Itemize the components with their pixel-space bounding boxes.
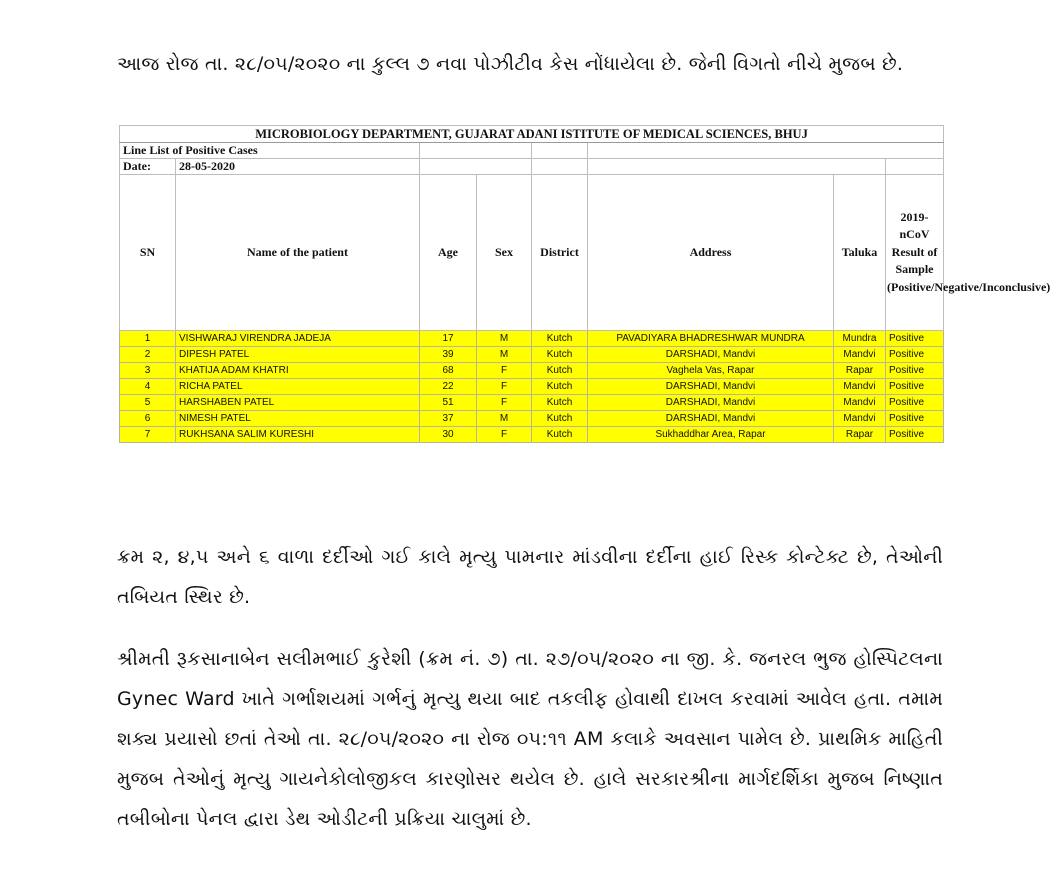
table-row (120, 347, 944, 363)
cell-name: DIPESH PATEL (176, 347, 420, 363)
cell-address: DARSHADI, Mandvi (588, 347, 834, 363)
cell-result: Positive (886, 411, 944, 427)
cell-result: Positive (886, 331, 944, 347)
date-label: Date: (120, 159, 176, 175)
cell-result: Positive (886, 347, 944, 363)
table-row (120, 363, 944, 379)
date-value: 28-05-2020 (176, 159, 420, 175)
header-age: Age (420, 175, 477, 331)
cell-sex: F (477, 395, 532, 411)
cell-district: Kutch (532, 395, 588, 411)
cell-sex: M (477, 411, 532, 427)
cell-age: 30 (420, 427, 477, 443)
cell-sn: 3 (120, 363, 176, 379)
cell-sex: F (477, 379, 532, 395)
header-district: District (532, 175, 588, 331)
cell-age: 17 (420, 331, 477, 347)
cell-age: 37 (420, 411, 477, 427)
header-result: 2019-nCoV Result of Sample (Positive/Negative/Inconclusive) (886, 175, 944, 331)
positive-cases-table-container (119, 125, 1050, 443)
header-address: Address (588, 175, 834, 331)
cell-address: Vaghela Vas, Rapar (588, 363, 834, 379)
cell-sn: 7 (120, 427, 176, 443)
cell-address: Sukhaddhar Area, Rapar (588, 427, 834, 443)
cell-sn: 1 (120, 331, 176, 347)
cell-age: 39 (420, 347, 477, 363)
cell-district: Kutch (532, 379, 588, 395)
cell-age: 68 (420, 363, 477, 379)
cell-sn: 4 (120, 379, 176, 395)
table-row (120, 411, 944, 427)
cell-taluka: Mandvi (834, 347, 886, 363)
death-report-paragraph: શ્રીમતી રૂકસાનાબેન સલીમભાઈ કુરેશી (ક્રમ નં. ૭) તા. ૨૭/૦૫/૨૦૨૦ ના જી. કે. જનરલ ભુજ હોસ્પિટલના Gynec Ward ખાતે ગર્ભાશયમાં ગર્ભનું મૃત્યુ થયા બાદ તકલીફ હોવાથી દાખલ કરવામાં આવેલ હતા. તમામ શક્ય પ્રયાસો છતાં તેઓ તા. ૨૮/૦૫/૨૦૨૦ ના રોજ ૦૫:૧૧ AM કલાકે અવસાન પામેલ છે. પ્રાથમિક માહિતી મુજબ તેઓનું મૃત્યુ ગાયનેકોલોજીકલ કારણોસર થયેલ છે. હાલે સરકારશ્રીના માર્ગદર્શિકા મુજબ નિષ્ણાત તબીબોના પેનલ દ્વારા ડેથ ઓડીટની પ્રક્રિયા ચાલુમાં છે. (117, 648, 943, 830)
cell-name: RICHA PATEL (176, 379, 420, 395)
cell-taluka: Mandvi (834, 395, 886, 411)
cell-age: 22 (420, 379, 477, 395)
cell-address: DARSHADI, Mandvi (588, 395, 834, 411)
cell-sn: 6 (120, 411, 176, 427)
cell-sex: M (477, 331, 532, 347)
cell-age: 51 (420, 395, 477, 411)
table-row (120, 331, 944, 347)
cell-district: Kutch (532, 331, 588, 347)
header-name: Name of the patient (176, 175, 420, 331)
cell-name: NIMESH PATEL (176, 411, 420, 427)
cell-sn: 5 (120, 395, 176, 411)
cell-result: Positive (886, 379, 944, 395)
intro-paragraph: આજ રોજ તા. ૨૮/૦૫/૨૦૨૦ ના કુલ્લ ૭ નવા પોઝીટીવ કેસ નોંધાયેલા છે. જેની વિગતો નીચે મુજબ છે. (117, 53, 904, 75)
cell-result: Positive (886, 427, 944, 443)
table-body (120, 331, 944, 443)
cell-sex: M (477, 347, 532, 363)
table-title: MICROBIOLOGY DEPARTMENT, GUJARAT ADANI ISTITUTE OF MEDICAL SCIENCES, BHUJ (120, 126, 944, 143)
cell-name: VISHWARAJ VIRENDRA JADEJA (176, 331, 420, 347)
header-taluka: Taluka (834, 175, 886, 331)
cell-taluka: Mandvi (834, 379, 886, 395)
cell-result: Positive (886, 395, 944, 411)
cell-address: DARSHADI, Mandvi (588, 411, 834, 427)
cell-name: KHATIJA ADAM KHATRI (176, 363, 420, 379)
contact-paragraph: ક્રમ ૨, ૪,૫ અને ૬ વાળા દર્દીઓ ગઈ કાલે મૃત્યુ પામનાર માંડવીના દર્દીના હાઈ રિસ્ક કોન્ટેક્ટ છે, તેઓની તબિયત સ્થિર છે. (117, 546, 943, 608)
header-sn: SN (120, 175, 176, 331)
cell-taluka: Rapar (834, 427, 886, 443)
cell-district: Kutch (532, 411, 588, 427)
cell-address: DARSHADI, Mandvi (588, 379, 834, 395)
table-subtitle: Line List of Positive Cases (120, 143, 420, 159)
cell-result: Positive (886, 363, 944, 379)
header-sex: Sex (477, 175, 532, 331)
cell-taluka: Rapar (834, 363, 886, 379)
positive-cases-table (119, 125, 1050, 443)
cell-district: Kutch (532, 363, 588, 379)
table-row (120, 427, 944, 443)
table-row (120, 395, 944, 411)
cell-address: PAVADIYARA BHADRESHWAR MUNDRA (588, 331, 834, 347)
cell-sex: F (477, 427, 532, 443)
table-row (120, 379, 944, 395)
cell-sn: 2 (120, 347, 176, 363)
cell-district: Kutch (532, 427, 588, 443)
cell-district: Kutch (532, 347, 588, 363)
cell-taluka: Mandvi (834, 411, 886, 427)
cell-name: RUKHSANA SALIM KURESHI (176, 427, 420, 443)
cell-taluka: Mundra (834, 331, 886, 347)
cell-name: HARSHABEN PATEL (176, 395, 420, 411)
cell-sex: F (477, 363, 532, 379)
